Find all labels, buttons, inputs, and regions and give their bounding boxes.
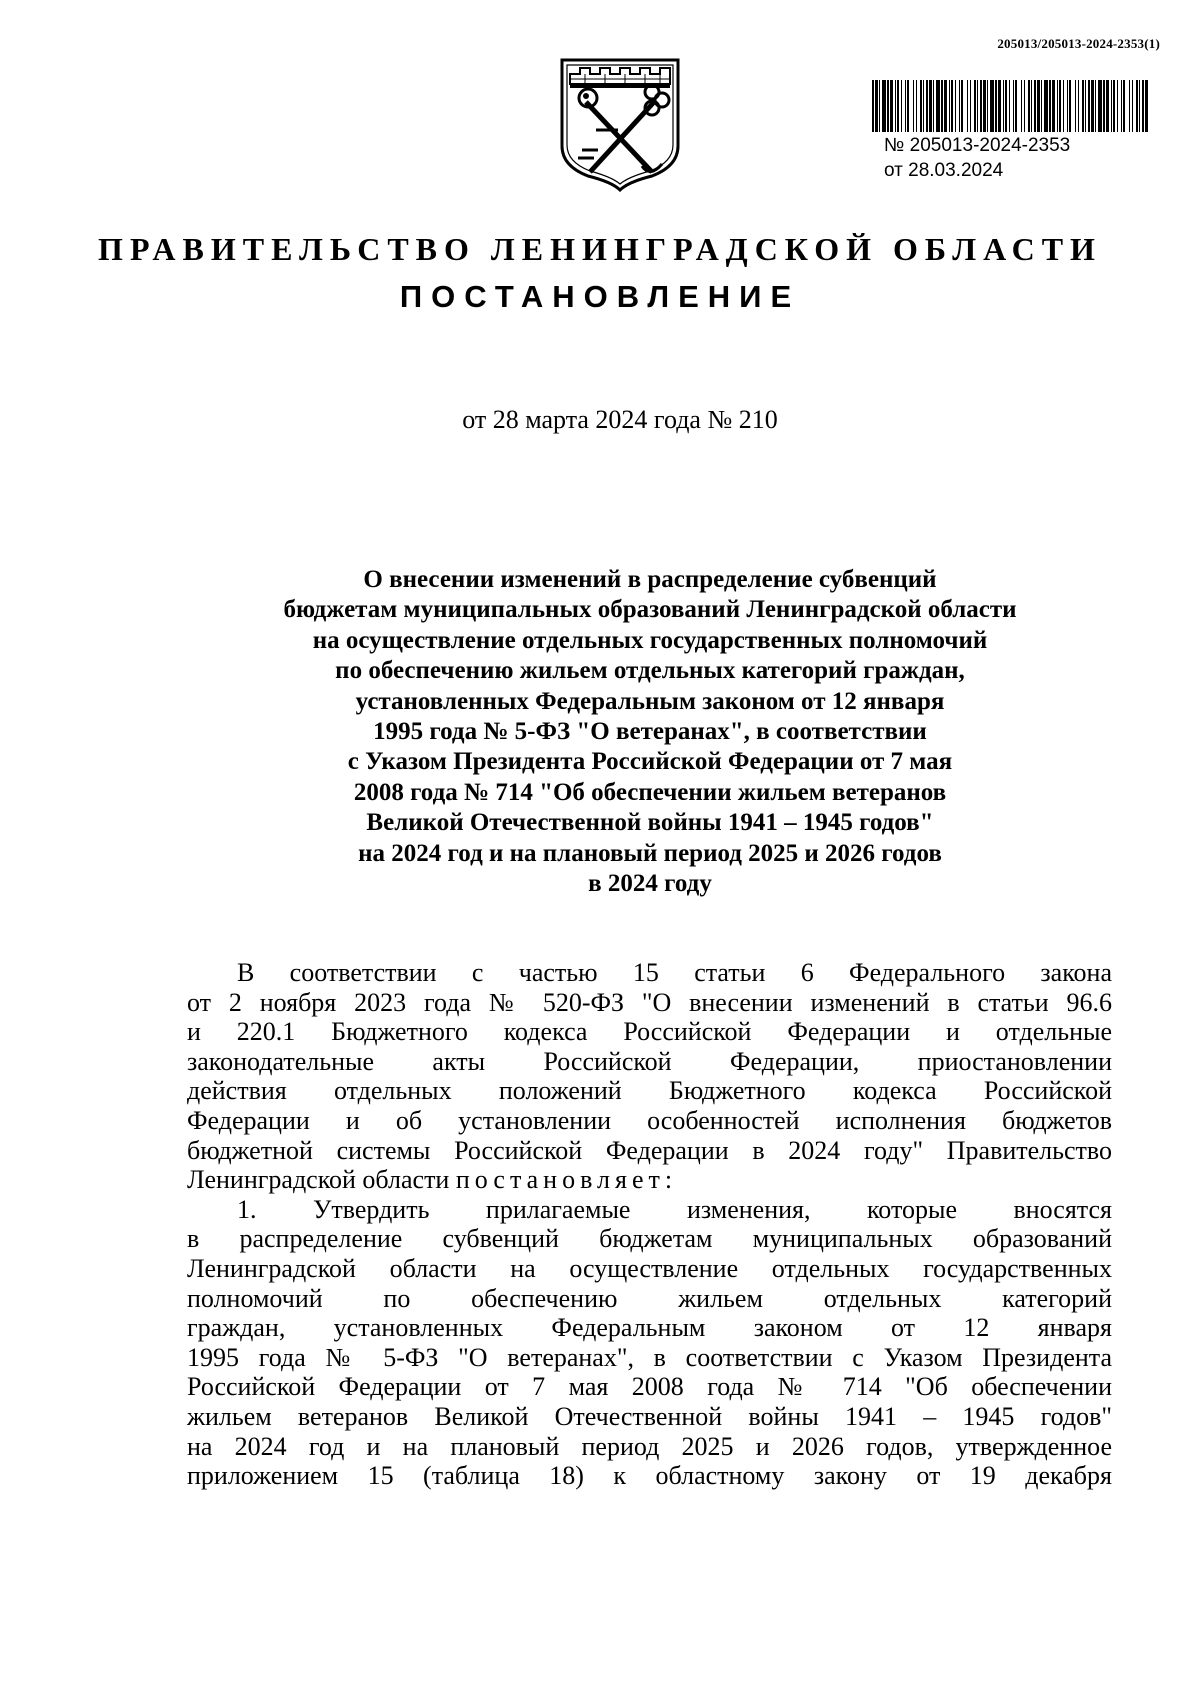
body-line: граждан, установленных Федеральным законом от 12 января: [187, 1313, 1112, 1343]
barcode-bar: [1145, 80, 1148, 132]
body-line: от 2 ноября 2023 года № 520-ФЗ "О внесении изменений в статьи 96.6: [187, 987, 1112, 1017]
barcode-bar: [1037, 80, 1040, 132]
barcode-bar: [1106, 80, 1109, 132]
barcode-bar: [929, 80, 932, 132]
barcode-bar: [1139, 80, 1140, 132]
barcode-bar: [1078, 80, 1079, 132]
barcode-bar: [1063, 80, 1064, 132]
document-type: ПОСТАНОВЛЕНИЕ: [399, 279, 801, 314]
barcode-bar: [905, 80, 906, 132]
body-line: действия отдельных положений Бюджетного кодекса Российской: [187, 1076, 1112, 1106]
barcode-bar: [1069, 80, 1071, 132]
barcode-bar: [941, 80, 943, 132]
barcode-bar: [1005, 80, 1007, 132]
barcode-bar: [1009, 80, 1010, 132]
barcode-bar: [949, 80, 950, 132]
body-line: Российской Федерации от 7 мая 2008 года № 714 "Об обеспечении: [187, 1372, 1112, 1402]
barcode-bar: [1136, 80, 1138, 132]
barcode-bar: [980, 80, 982, 132]
barcode-bar: [872, 80, 874, 132]
barcode-bar: [1059, 80, 1061, 132]
barcode: [870, 80, 1148, 132]
title-line: Великой Отечественной войны 1941 – 1945 годов": [366, 809, 934, 837]
title-line: 2008 года № 714 "Об обеспечении жильем ветеранов: [353, 778, 947, 806]
barcode-bar: [936, 80, 940, 132]
barcode-bar: [1003, 80, 1004, 132]
barcode-bar: [1044, 80, 1048, 132]
title-line: установленных Федеральным законом от 12 января: [355, 687, 945, 715]
barcode-bar: [1015, 80, 1017, 132]
barcode-bar: [1041, 80, 1042, 132]
barcode-bar: [933, 80, 934, 132]
barcode-bar: [913, 80, 914, 132]
barcode-bar: [1113, 80, 1115, 132]
title-line: в 2024 году: [588, 870, 712, 898]
barcode-bar: [1034, 80, 1036, 132]
body-line: и 220.1 Бюджетного кодекса Российской Федерации и отдельные: [187, 1017, 1112, 1047]
body-line: на 2024 год и на плановый период 2025 и 2026 годов, утвержденное: [187, 1431, 1112, 1461]
barcode-bar: [995, 80, 997, 132]
barcode-bar: [879, 80, 880, 132]
barcode-bar: [955, 80, 956, 132]
registration-number: № 205013-2024-2353: [884, 135, 1071, 156]
body-line: законодательные акты Российской Федерации, приостановлении: [187, 1046, 1112, 1076]
barcode-bar: [998, 80, 1001, 132]
barcode-bar: [967, 80, 968, 132]
barcode-bar: [1142, 80, 1144, 132]
body-line: Ленинградской области на осуществление отдельных государственных: [187, 1253, 1112, 1283]
barcode-bar: [1098, 80, 1102, 132]
body-line: бюджетной системы Российской Федерации в 2024 году" Правительство: [187, 1135, 1112, 1165]
barcode-bar: [977, 80, 978, 132]
title-line: О внесении изменений в распределение субвенций: [363, 566, 937, 593]
barcode-bar: [1013, 80, 1014, 132]
preamble-paragraph: [187, 958, 1112, 1195]
barcode-bar: [983, 80, 986, 132]
barcode-bar: [1031, 80, 1032, 132]
barcode-bar: [974, 80, 976, 132]
barcode-bar: [1028, 80, 1030, 132]
barcode-bar: [897, 80, 899, 132]
barcode-bar: [961, 80, 963, 132]
barcode-bar: [1085, 80, 1086, 132]
barcode-bar: [875, 80, 878, 132]
barcode-bar: [890, 80, 893, 132]
body-line: приложением 15 (таблица 18) к областному закону от 19 декабря: [187, 1461, 1112, 1491]
barcode-bar: [959, 80, 960, 132]
resolution-date-number: от 28 марта 2024 года № 210: [462, 405, 778, 434]
registration-date: от 28.03.2024: [884, 160, 1004, 181]
barcode-bar: [901, 80, 902, 132]
barcode-bar: [1129, 80, 1130, 132]
body-line: 1995 года № 5-ФЗ "О ветеранах", в соответствии с Указом Президента: [187, 1342, 1112, 1372]
body-line: полномочий по обеспечению жильем отдельных категорий: [187, 1283, 1112, 1313]
barcode-bar: [1052, 80, 1055, 132]
body-line: [187, 1165, 1112, 1195]
issuing-authority: ПРАВИТЕЛЬСТВО ЛЕНИНГРАДСКОЙ ОБЛАСТИ: [98, 231, 1102, 267]
body-line: жильем ветеранов Великой Отечественной войны 1941 – 1945 годов": [187, 1401, 1112, 1431]
title-line: на 2024 год и на плановый период 2025 и 2026 годов: [358, 839, 942, 867]
barcode-bar: [987, 80, 988, 132]
barcode-bar: [990, 80, 994, 132]
barcode-bar: [1117, 80, 1118, 132]
barcode-bar: [944, 80, 947, 132]
barcode-bar: [1132, 80, 1133, 132]
title-line: бюджетам муниципальных образований Ленинградской области: [283, 596, 1017, 624]
coat-of-arms-emblem: [556, 54, 684, 194]
barcode-bar: [1024, 80, 1025, 132]
barcode-bar: [882, 80, 886, 132]
barcode-bar: [916, 80, 917, 132]
barcode-bar: [926, 80, 928, 132]
barcode-bar: [1067, 80, 1068, 132]
barcode-bar: [951, 80, 953, 132]
resolution-body: [187, 958, 1112, 1491]
body-line: в распределение субвенций бюджетам муниципальных образований: [187, 1224, 1112, 1254]
body-line: Федерации и об установлении особенностей исполнения бюджетов: [187, 1105, 1112, 1135]
barcode-bar: [920, 80, 922, 132]
title-line: по обеспечению жильем отдельных категорий граждан,: [335, 657, 965, 685]
body-line: В соответствии с частью 15 статьи 6 Федерального закона: [237, 958, 1112, 987]
barcode-bar: [1095, 80, 1096, 132]
barcode-bar: [887, 80, 889, 132]
barcode-bar: [895, 80, 896, 132]
barcode-bar: [1049, 80, 1051, 132]
barcode-bar: [1111, 80, 1112, 132]
resolution-title: [240, 565, 1060, 899]
title-line: 1995 года № 5-ФЗ "О ветеранах", в соответствии: [373, 718, 927, 746]
barcode-bar: [1088, 80, 1090, 132]
barcode-bar: [923, 80, 924, 132]
body-line: 1. Утвердить прилагаемые изменения, которые вносятся: [237, 1194, 1112, 1224]
barcode-bar: [970, 80, 971, 132]
barcode-bar: [1057, 80, 1058, 132]
document-reference-number: 205013/205013-2024-2353(1): [997, 36, 1160, 51]
resolves-word: постановляет:: [455, 1165, 678, 1195]
barcode-bar: [1082, 80, 1084, 132]
barcode-bar: [1121, 80, 1122, 132]
barcode-bar: [1021, 80, 1022, 132]
title-line: с Указом Президента Российской Федерации от 7 мая: [347, 748, 953, 776]
barcode-bar: [1103, 80, 1105, 132]
point-1-paragraph: [187, 1195, 1112, 1491]
barcode-bar: [1123, 80, 1125, 132]
barcode-bar: [907, 80, 909, 132]
barcode-bar: [1075, 80, 1076, 132]
body-line-prefix: Ленинградской области: [187, 1165, 450, 1195]
barcode-bar: [1091, 80, 1094, 132]
title-line: на осуществление отдельных государственных полномочий: [312, 626, 988, 654]
